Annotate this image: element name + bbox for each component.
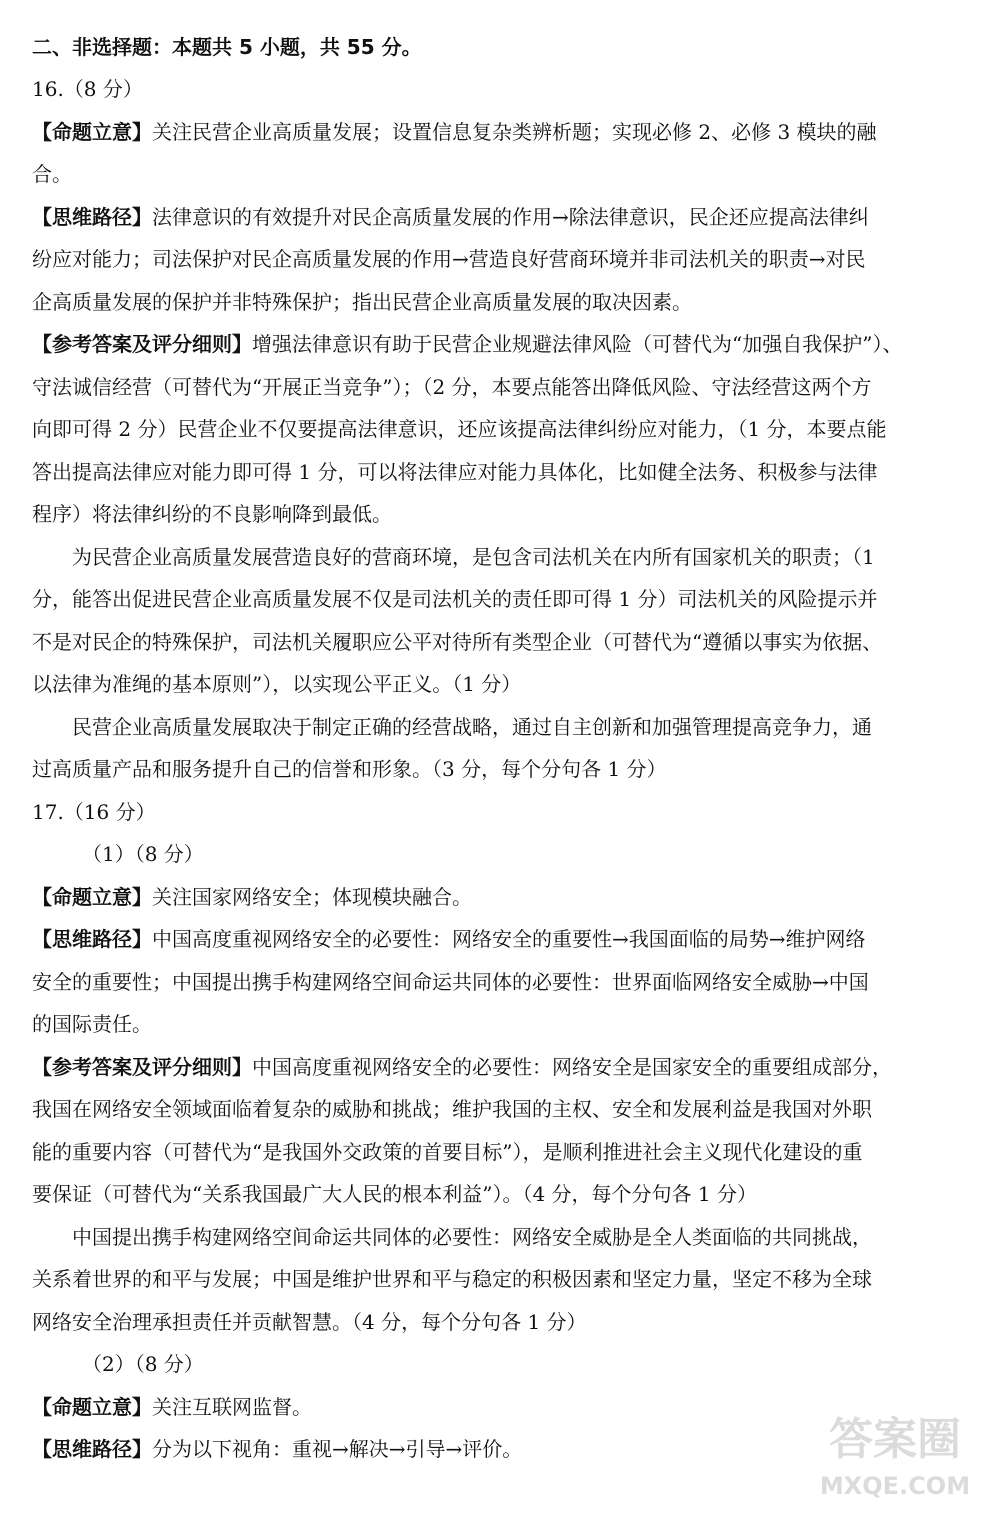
section-label: 【思维路径】 xyxy=(32,927,152,951)
section-label: 【参考答案及评分细则】 xyxy=(32,1055,252,1079)
paragraph-text: 分为以下视角：重视→解决→引导→评价。 xyxy=(152,1437,523,1461)
paragraph-line: 分，能答出促进民营企业高质量发展不仅是司法机关的责任即可得 1 分）司法机关的风险提示并 xyxy=(32,587,878,611)
paragraph-line: 为民营企业高质量发展营造良好的营商环境，是包含司法机关在内所有国家机关的职责；（1 xyxy=(72,545,875,569)
paragraph-text: 关注国家网络安全；体现模块融合。 xyxy=(152,885,472,909)
q16-proposition-line xyxy=(32,120,972,144)
question-16-number: 16.（8 分） xyxy=(32,77,143,101)
watermark-title: 答案圈 xyxy=(829,1414,961,1465)
section-label: 【思维路径】 xyxy=(32,1437,152,1461)
q17-thinking-path-line xyxy=(32,927,972,951)
paragraph-text: 关注民营企业高质量发展；设置信息复杂类辨析题；实现必修 2、必修 3 模块的融 xyxy=(152,120,877,144)
paragraph-line: 纷应对能力；司法保护对民企高质量发展的作用→营造良好营商环境并非司法机关的职责→对民 xyxy=(32,247,866,271)
sub-question-1: （1）（8 分） xyxy=(82,842,204,866)
paragraph-line: 企高质量发展的保护并非特殊保护；指出民营企业高质量发展的取决因素。 xyxy=(32,290,692,314)
paragraph-line: 要保证（可替代为“关系我国最广大人民的根本利益”）。（4 分，每个分句各 1 分） xyxy=(32,1182,757,1206)
paragraph-line: 网络安全治理承担责任并贡献智慧。（4 分，每个分句各 1 分） xyxy=(32,1310,587,1334)
q16-answer-line xyxy=(32,332,972,356)
paragraph-line: 过高质量产品和服务提升自己的信誉和形象。（3 分，每个分句各 1 分） xyxy=(32,757,667,781)
paragraph-line: 以法律为准绳的基本原则”），以实现公平正义。（1 分） xyxy=(32,672,522,696)
paragraph-line: 的国际责任。 xyxy=(32,1012,152,1036)
paragraph-line: 守法诚信经营（可替代为“开展正当竞争”）；（2 分，本要点能答出降低风险、守法经营这两个方 xyxy=(32,375,872,399)
paragraph-line: 答出提高法律应对能力即可得 1 分，可以将法律应对能力具体化，比如健全法务、积极参与法律 xyxy=(32,460,878,484)
section-label: 【参考答案及评分细则】 xyxy=(32,332,252,356)
paragraph-text: 增强法律意识有助于民营企业规避法律风险（可替代为“加强自我保护”）、 xyxy=(252,332,903,356)
paragraph-line: 不是对民企的特殊保护，司法机关履职应公平对待所有类型企业（可替代为“遵循以事实为依据、 xyxy=(32,630,883,654)
paragraph-text: 法律意识的有效提升对民企高质量发展的作用→除法律意识，民企还应提高法律纠 xyxy=(152,205,869,229)
paragraph-line: 中国提出携手构建网络空间命运共同体的必要性：网络安全威胁是全人类面临的共同挑战， xyxy=(72,1225,872,1249)
question-17-number: 17.（16 分） xyxy=(32,800,156,824)
paragraph-text: 中国高度重视网络安全的必要性：网络安全是国家安全的重要组成部分， xyxy=(252,1055,892,1079)
paragraph-line: 能的重要内容（可替代为“是我国外交政策的首要目标”），是顺利推进社会主义现代化建设的重 xyxy=(32,1140,863,1164)
paragraph-line: 我国在网络安全领域面临着复杂的威胁和挑战；维护我国的主权、安全和发展利益是我国对外职 xyxy=(32,1097,872,1121)
site-watermark-logo xyxy=(810,1396,980,1506)
paragraph-text: 关注互联网监督。 xyxy=(152,1395,312,1419)
section-label: 【命题立意】 xyxy=(32,1395,152,1419)
paragraph-line: 向即可得 2 分）民营企业不仅要提高法律意识，还应该提高法律纠纷应对能力，（1 分，本要点能 xyxy=(32,417,887,441)
watermark-url: MXQE.COM xyxy=(819,1472,971,1500)
paragraph-line: 程序）将法律纠纷的不良影响降到最低。 xyxy=(32,502,392,526)
q16-thinking-path-line xyxy=(32,205,972,229)
section-label: 【思维路径】 xyxy=(32,205,152,229)
section-label: 【命题立意】 xyxy=(32,885,152,909)
sub-question-2: （2）（8 分） xyxy=(82,1352,204,1376)
paragraph-text: 中国高度重视网络安全的必要性：网络安全的重要性→我国面临的局势→维护网络 xyxy=(152,927,866,951)
paragraph-line: 安全的重要性；中国提出携手构建网络空间命运共同体的必要性：世界面临网络安全威胁→中国 xyxy=(32,970,869,994)
paragraph-line: 民营企业高质量发展取决于制定正确的经营战略，通过自主创新和加强管理提高竞争力，通 xyxy=(72,715,872,739)
paragraph-line: 合。 xyxy=(32,162,72,186)
section-label: 【命题立意】 xyxy=(32,120,152,144)
paragraph-line: 关系着世界的和平与发展；中国是维护世界和平与稳定的积极因素和坚定力量，坚定不移为全球 xyxy=(32,1267,872,1291)
section-header: 二、非选择题：本题共 5 小题，共 55 分。 xyxy=(32,35,422,59)
q17-proposition-line xyxy=(32,885,972,909)
q17-answer-line xyxy=(32,1055,972,1079)
